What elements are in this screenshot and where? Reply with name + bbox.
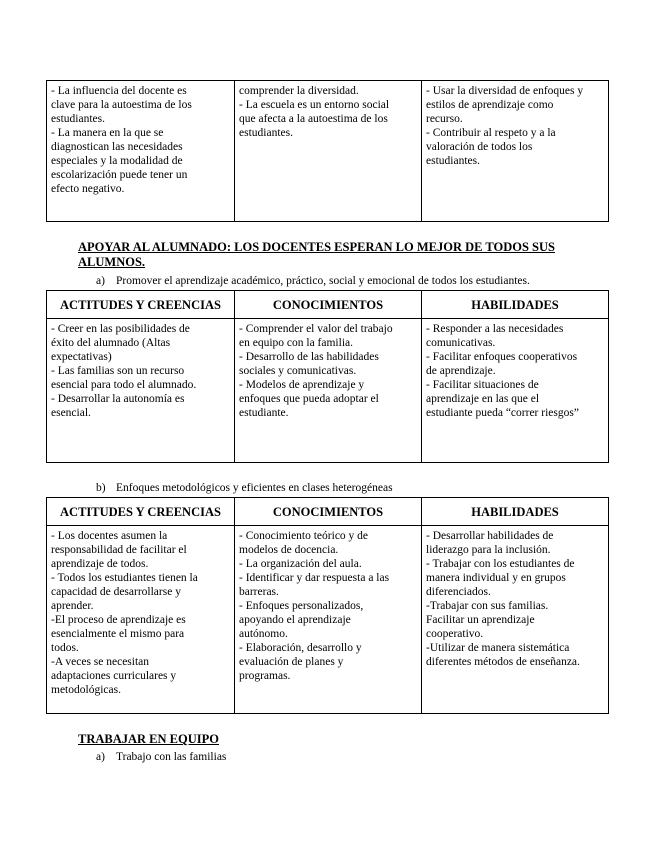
section-heading-trabajar: TRABAJAR EN EQUIPO — [78, 732, 219, 746]
table-top — [46, 80, 609, 222]
table-b-cell-habilidades: - Desarrollar habilidades de liderazgo para la inclusión. - Trabajar con los estudiantes de manera individual y en grupos diferenciados. -Trabajar con sus familias. Facilitar un aprendizaje cooperativo. -Utilizar de manera sistemática diferentes métodos de enseñanza. — [422, 526, 609, 714]
table-b — [46, 497, 609, 714]
table-top-cell-2: comprender la diversidad. - La escuela es un entorno social que afecta a la autoestima de los estudiantes. — [235, 81, 422, 222]
table-top-cell-3: - Usar la diversidad de enfoques y estilos de aprendizaje como recurso. - Contribuir al respeto y a la valoración de todos los estudiantes. — [422, 81, 609, 222]
section-heading-apoyar: APOYAR AL ALUMNADO: LOS DOCENTES ESPERAN LO MEJOR DE TODOS SUS ALUMNOS. — [78, 240, 555, 269]
table-a — [46, 290, 609, 463]
table-a-cell-actitudes: - Creer en las posibilidades de éxito del alumnado (Altas expectativas) - Las familias son un recurso esencial para todo el alumnado. - Desarrollar la autonomía es esencial. — [47, 319, 235, 463]
table-a-cell-conocimientos: - Comprender el valor del trabajo en equipo con la familia. - Desarrollo de las habilidades sociales y comunicativas. - Modelos de aprendizaje y enfoques que pueda adoptar el estudiante. — [235, 319, 422, 463]
table-a-header-actitudes: ACTITUDES Y CREENCIAS — [47, 291, 235, 319]
subsection-a-familias: a) Trabajo con las familias — [96, 751, 227, 763]
table-a-cell-habilidades: - Responder a las necesidades comunicativas. - Facilitar enfoques cooperativos de aprendizaje. - Facilitar situaciones de aprendizaje en las que el estudiante pueda “correr riesgos” — [422, 319, 609, 463]
table-b-header-actitudes: ACTITUDES Y CREENCIAS — [47, 498, 235, 526]
table-b-header-conocimientos: CONOCIMIENTOS — [235, 498, 422, 526]
table-b-header-habilidades: HABILIDADES — [422, 498, 609, 526]
subsection-a-promover: a) Promover el aprendizaje académico, práctico, social y emocional de todos los estudiantes. — [96, 275, 530, 287]
table-a-header-conocimientos: CONOCIMIENTOS — [235, 291, 422, 319]
subsection-b-enfoques: b) Enfoques metodológicos y eficientes en clases heterogéneas — [96, 482, 393, 494]
table-b-cell-conocimientos: - Conocimiento teórico y de modelos de docencia. - La organización del aula. - Identificar y dar respuesta a las barreras. - Enfoques personalizados, apoyando el aprendizaje autónomo. - Elaboración, desarrollo y evaluación de planes y programas. — [235, 526, 422, 714]
table-b-cell-actitudes: - Los docentes asumen la responsabilidad de facilitar el aprendizaje de todos. - Todos los estudiantes tienen la capacidad de desarrollarse y aprender. -El proceso de aprendizaje es esencialmente el mismo para todos. -A veces se necesitan adaptaciones curriculares y metodológicas. — [47, 526, 235, 714]
table-top-cell-1: - La influencia del docente es clave para la autoestima de los estudiantes. - La manera en la que se diagnostican las necesidades especiales y la modalidad de escolarización puede tener un efecto negativo. — [47, 81, 235, 222]
table-a-header-habilidades: HABILIDADES — [422, 291, 609, 319]
